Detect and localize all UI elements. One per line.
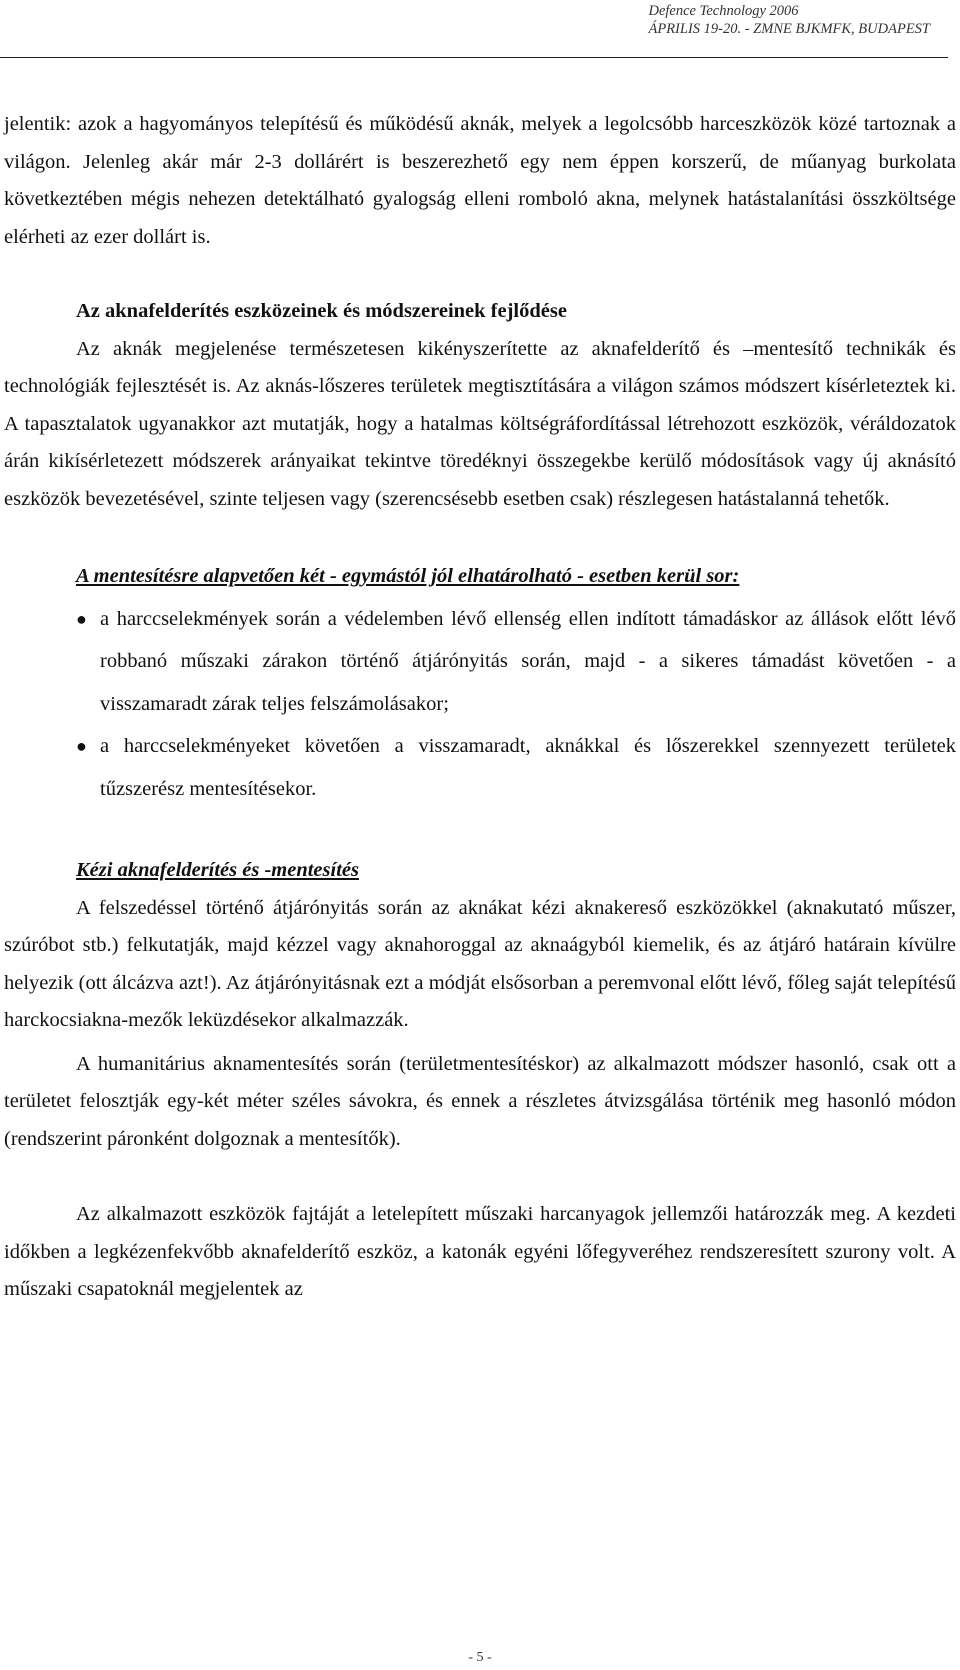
bullet-icon: ●: [76, 736, 87, 756]
page-number: - 5 -: [468, 1650, 492, 1665]
clearance-cases-list: [4, 598, 956, 811]
section-heading-detection-development: Az aknafelderítés eszközeinek és módszereinek fejlődése: [76, 300, 567, 322]
page-header: [648, 2, 930, 38]
list-item: [4, 598, 956, 726]
document-body: [4, 106, 956, 1309]
conference-title: Defence Technology 2006: [648, 3, 799, 19]
list-item: [4, 725, 956, 810]
bullet-icon: ●: [76, 608, 87, 629]
header-divider: [0, 57, 948, 58]
conference-date-location: ÁPRILIS 19-20. - ZMNE BJKMFK, BUDAPEST: [648, 21, 930, 37]
section-heading-manual-detection: Kézi aknafelderítés és -mentesítés: [76, 859, 359, 881]
section3-paragraph-1: A felszedéssel történő átjárónyitás során az aknákat kézi aknakereső eszközökkel (aknakutató műszer, szúróbot stb.) felkutatják, majd kézzel vagy aknahoroggal az aknaágyból kiemelik, és az átjáró határain kívülre helyezik (ott álcázva azt!). Az átjárónyitásnak ezt a módját elsősorban a peremvonal előtt lévő, főleg saját telepítésű harckocsiakna-mezők leküzdésekor alkalmazzák.: [4, 896, 956, 1031]
list-item-text: a harccselekményeket követően a visszamaradt, aknákkal és lőszerekkel szennyezett területek tűzszerész mentesítésekor.: [100, 735, 956, 800]
section-heading-clearance-cases: A mentesítésre alapvetően két - egymástól jól elhatárolható - esetben kerül sor:: [76, 565, 740, 587]
intro-paragraph: jelentik: azok a hagyományos telepítésű és működésű aknák, melyek a legolcsóbb harceszközök közé tartoznak a világon. Jelenleg akár már 2-3 dollárért is beszerezhető egy nem éppen korszerű, de műanyag burkolata következtében mégis nehezen detektálható gyalogság elleni romboló akna, melynek hatástalanítási összköltsége elérheti az ezer dollárt is.: [4, 113, 956, 248]
section3-paragraph-3: Az alkalmazott eszközök fajtáját a letelepített műszaki harcanyagok jellemzői határozzák meg. A kezdeti időkben a legkézenfekvőbb aknafelderítő eszköz, a katonák egyéni lőfegyveréhez rendszeresített szurony volt. A műszaki csapatoknál megjelentek az: [4, 1203, 956, 1300]
section1-paragraph: Az aknák megjelenése természetesen kikényszerítette az aknafelderítő és –mentesítő technikák és technológiák fejlesztését is. Az aknás-lőszeres területek megtisztítására a világon számos módszert kísérleteztek ki. A tapasztalatok ugyanakkor azt mutatják, hogy a hatalmas költségráfordítással létrehozott eszközök, véráldozatok árán kikísérletezett módszerek arányaikat tekintve töredéknyi összegekbe kerülő módosítások vagy új aknásító eszközök bevezetésével, szinte teljesen vagy (szerencsésebb esetben csak) részlegesen hatástalanná tehetők.: [4, 337, 956, 510]
section3-paragraph-2: A humanitárius aknamentesítés során (területmentesítéskor) az alkalmazott módszer hasonló, csak ott a területet felosztják egy-két méter széles sávokra, és ennek a részletes átvizsgálása történik meg hasonló módon (rendszerint páronként dolgoznak a mentesítők).: [4, 1052, 956, 1150]
list-item-text: a harccselekmények során a védelemben lévő ellenség ellen indított támadáskor az állások előtt lévő robbanó műszaki zárakon történő átjárónyitás során, majd - a sikeres támadást követően - a visszamaradt zárak teljes felszámolásakor;: [100, 607, 956, 715]
